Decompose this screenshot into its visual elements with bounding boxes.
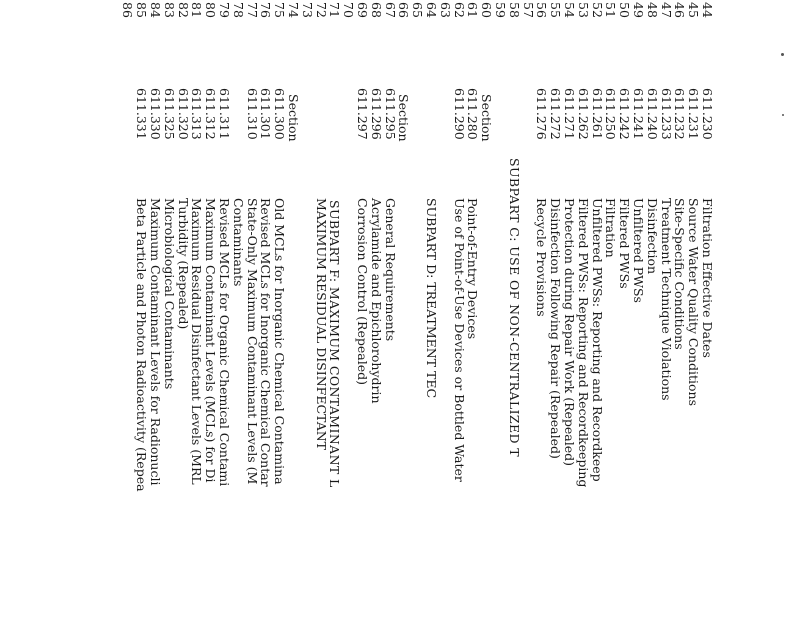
document-line (576, 0, 590, 618)
section-title: MAXIMUM RESIDUAL DISINFECTANT (313, 198, 329, 450)
line-number: 73 (299, 2, 315, 18)
line-number: 49 (631, 2, 646, 18)
line-number: 79 (217, 2, 232, 18)
line-number: 60 (479, 2, 495, 18)
line-number: 72 (313, 2, 329, 18)
section-title: Filtered PWSs: Reporting and Recordkeeping (575, 198, 591, 488)
section-title: Treatment Technique Violations (658, 198, 674, 401)
section-number: 611.331 (134, 88, 150, 140)
document-line (700, 0, 714, 618)
document-line (548, 0, 562, 618)
section-number: 611.241 (631, 88, 646, 140)
section-title: Filtration Effective Dates (700, 198, 715, 358)
section-title: Protection during Repair Work (Repealed) (562, 198, 577, 467)
section-number: 611.280 (465, 88, 481, 140)
document-line (438, 0, 452, 618)
document-line (396, 0, 410, 618)
document-line (327, 0, 341, 618)
section-column-header: Section (479, 94, 495, 142)
line-number: 81 (189, 2, 205, 18)
line-number: 59 (493, 2, 508, 18)
section-title: Maximum Contaminant Levels for Radionucli (148, 198, 163, 486)
document-line (617, 0, 631, 618)
line-number: 64 (424, 2, 439, 18)
line-number: 51 (603, 2, 619, 18)
line-number: 63 (437, 2, 453, 18)
section-number: 611.271 (562, 88, 577, 140)
document-line (686, 0, 700, 618)
document-line (134, 0, 148, 618)
section-title: Revised MCLs for Organic Chemical Contami (217, 198, 232, 487)
section-title: Microbiological Contaminants (161, 198, 177, 390)
section-title: Source Water Quality Conditions (686, 198, 702, 407)
section-column-header: Section (286, 94, 301, 142)
line-number: 48 (644, 2, 660, 18)
line-number: 65 (410, 2, 426, 18)
section-title: General Requirements (382, 198, 398, 342)
line-number: 67 (382, 2, 398, 18)
document-line (369, 0, 383, 618)
section-title: Filtered PWSs (617, 198, 633, 289)
document-line (479, 0, 493, 618)
line-number: 82 (175, 2, 191, 18)
document-line (203, 0, 217, 618)
document-line (603, 0, 617, 618)
section-title: Contaminants (230, 198, 246, 287)
line-number: 68 (368, 2, 384, 18)
section-number: 611.295 (382, 88, 398, 140)
document-line (534, 0, 548, 618)
section-number: 611.296 (368, 88, 384, 140)
section-number: 611.231 (686, 88, 702, 140)
section-number: 611.313 (189, 88, 205, 140)
section-title: Beta Particle and Photon Radioactivity (Repea (134, 198, 150, 492)
document-line (493, 0, 507, 618)
section-number: 611.250 (603, 88, 619, 140)
line-number: 78 (230, 2, 246, 18)
document-line (645, 0, 659, 618)
section-title: Maximum Contaminant Levels (MCLs) for Di (203, 198, 219, 483)
section-title: Point-of-Entry Devices (465, 198, 481, 340)
section-number: 611.300 (272, 88, 288, 140)
section-number: 611.320 (175, 88, 191, 140)
section-number: 611.262 (575, 88, 591, 140)
section-number: 611.232 (672, 88, 688, 140)
document-line (355, 0, 369, 618)
section-number: 611.330 (148, 88, 163, 140)
line-number: 80 (203, 2, 219, 18)
section-column-header: Section (396, 94, 412, 142)
section-number: 611.261 (589, 88, 605, 140)
section-number: 611.272 (548, 88, 564, 140)
subpart-heading: SUBPART C: USE OF NON-CENTRALIZED T (506, 158, 522, 458)
section-number: 611.311 (217, 88, 232, 140)
section-title: Corrosion Control (Repealed) (355, 198, 370, 385)
section-number: 611.230 (700, 88, 715, 140)
document-line (148, 0, 162, 618)
document-line (120, 0, 134, 618)
document-line (231, 0, 245, 618)
section-title: Filtration (603, 198, 619, 258)
section-number: 611.242 (617, 88, 633, 140)
document-line (314, 0, 328, 618)
section-title: Unfiltered PWSs: Reporting and Recordkeep (589, 198, 605, 482)
line-number: 44 (700, 2, 715, 18)
section-number: 611.310 (244, 88, 260, 140)
document-line (189, 0, 203, 618)
line-number: 47 (658, 2, 674, 18)
document-line (383, 0, 397, 618)
line-number: 55 (548, 2, 564, 18)
line-number: 52 (589, 2, 605, 18)
section-title: Turbidity (Repealed) (175, 198, 191, 330)
line-number: 57 (520, 2, 536, 18)
line-number: 83 (161, 2, 177, 18)
document-line (631, 0, 645, 618)
document-line (245, 0, 259, 618)
section-number: 611.301 (258, 88, 274, 140)
document-line (341, 0, 355, 618)
line-number: 66 (396, 2, 412, 18)
line-number: 54 (562, 2, 577, 18)
line-number: 77 (244, 2, 260, 18)
document-line (465, 0, 479, 618)
section-title: Revised MCLs for Inorganic Chemical Contar (258, 198, 274, 487)
document-line (590, 0, 604, 618)
document-line (562, 0, 576, 618)
line-number: 46 (672, 2, 688, 18)
document-line (424, 0, 438, 618)
document-line (521, 0, 535, 618)
section-title: Acrylamide and Epichlorohydrin (368, 198, 384, 404)
line-number: 75 (272, 2, 288, 18)
section-title: Disinfection (644, 198, 660, 275)
line-number: 85 (134, 2, 150, 18)
line-number: 53 (575, 2, 591, 18)
section-number: 611.297 (355, 88, 370, 140)
section-number: 611.290 (451, 88, 467, 140)
section-number: 611.325 (161, 88, 177, 140)
section-number: 611.276 (534, 88, 550, 140)
document-line (258, 0, 272, 618)
section-number: 611.240 (644, 88, 660, 140)
document-line (176, 0, 190, 618)
section-number: 611.312 (203, 88, 219, 140)
document-line (452, 0, 466, 618)
line-number: 86 (120, 2, 136, 18)
line-number: 69 (355, 2, 370, 18)
line-number: 62 (451, 2, 467, 18)
section-title: Disinfection Following Repair (Repealed) (548, 198, 564, 459)
line-number: 50 (617, 2, 633, 18)
document-line (272, 0, 286, 618)
line-number: 76 (258, 2, 274, 18)
section-title: Unfiltered PWSs (631, 198, 646, 303)
section-title: Site-Specific Conditions (672, 198, 688, 350)
section-title: SUBPART D: TREATMENT TEC (424, 198, 439, 399)
document-line (410, 0, 424, 618)
line-number: 61 (465, 2, 481, 18)
line-number: 45 (686, 2, 702, 18)
section-title: Use of Point-of-Use Devices or Bottled Water (451, 198, 467, 482)
section-title: Maximum Residual Disinfectant Levels (MRL (189, 198, 205, 485)
section-number: 611.233 (658, 88, 674, 140)
document-line (286, 0, 300, 618)
line-number: 58 (506, 2, 522, 18)
subpart-heading: SUBPART F: MAXIMUM CONTAMINANT L (327, 200, 343, 488)
document-line (217, 0, 231, 618)
document-line (672, 0, 686, 618)
line-number: 70 (341, 2, 357, 18)
line-number: 56 (534, 2, 550, 18)
line-number: 74 (286, 2, 301, 18)
document-line (162, 0, 176, 618)
document-line (659, 0, 673, 618)
section-title: Old MCLs for Inorganic Chemical Contamina (272, 198, 288, 485)
line-number: 71 (327, 2, 343, 18)
section-title: Recycle Provisions (534, 198, 550, 317)
section-title: State-Only Maximum Contaminant Levels (M (244, 198, 260, 485)
document-line (507, 0, 521, 618)
line-number: 84 (148, 2, 163, 18)
document-line (300, 0, 314, 618)
